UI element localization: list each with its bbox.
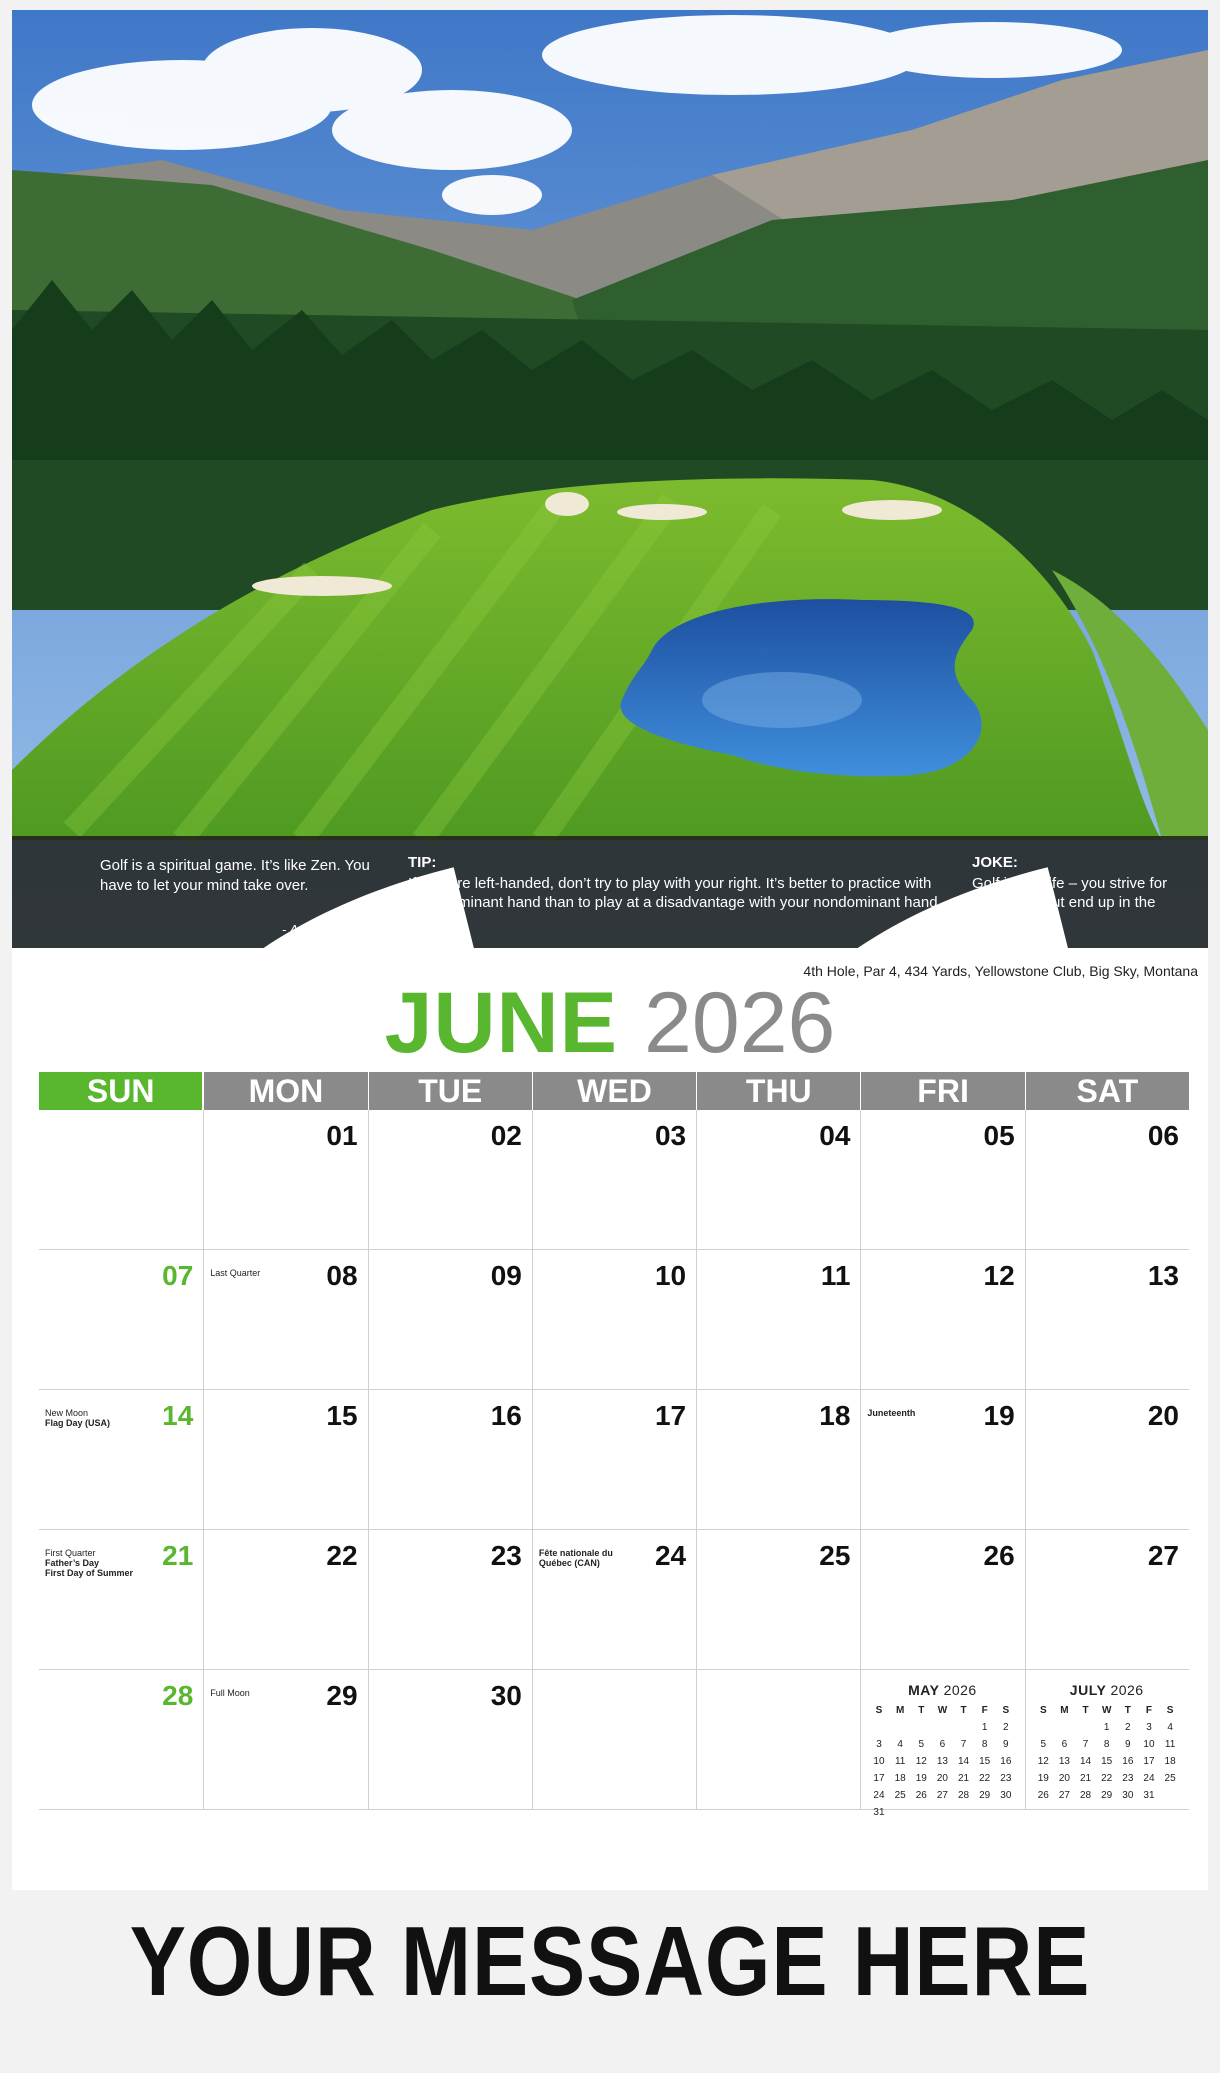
mini-weekday: M — [895, 1705, 905, 1716]
mini-day: 9 — [1003, 1739, 1009, 1750]
mini-day: 19 — [1037, 1773, 1049, 1784]
mini-weekday: T — [1124, 1705, 1131, 1716]
day-number: 24 — [654, 1540, 687, 1571]
weekday-wed: WED — [533, 1072, 696, 1110]
mini-calendar-grid — [868, 1702, 1016, 1821]
day-grid — [39, 1110, 1189, 1818]
day-cell — [203, 1390, 367, 1530]
mini-weekday: W — [937, 1705, 948, 1716]
day-number: 30 — [490, 1680, 522, 1711]
mini-day: 6 — [1061, 1739, 1068, 1750]
mini-year: 2026 — [943, 1682, 977, 1698]
mini-day: 8 — [981, 1739, 988, 1750]
mini-day — [1054, 1719, 1075, 1736]
mini-weekday: F — [981, 1705, 988, 1716]
mini-month: MAY — [908, 1682, 944, 1698]
mini-month: JULY — [1069, 1682, 1111, 1698]
moon-phase-note: Full Moon — [210, 1688, 250, 1698]
month-name: JUNE — [384, 975, 619, 1071]
day-note — [45, 1408, 110, 1428]
holiday-note: Québec (CAN) — [538, 1558, 600, 1568]
tips-banner — [12, 836, 1208, 948]
day-number: 04 — [819, 1120, 851, 1151]
mini-day — [932, 1719, 953, 1736]
tip-text: If you are left-handed, don’t try to play with your right. It’s better to practice with your dominant hand than to play at a disadvantage with your nondominant hand. — [408, 875, 942, 911]
day-cell — [1025, 1390, 1189, 1530]
day-note — [210, 1688, 250, 1698]
day-cell — [368, 1670, 532, 1810]
day-number: 13 — [1147, 1260, 1179, 1291]
mini-day: 30 — [1000, 1790, 1012, 1801]
mini-day: 27 — [936, 1790, 948, 1801]
day-number: 23 — [490, 1540, 522, 1571]
day-cell — [860, 1390, 1024, 1530]
day-cell — [1025, 1250, 1189, 1390]
holiday-note: Father’s Day — [45, 1558, 100, 1568]
mini-weekday: S — [1039, 1705, 1047, 1716]
mini-day: 6 — [939, 1739, 946, 1750]
mini-day: 20 — [1058, 1773, 1070, 1784]
day-cell — [1025, 1110, 1189, 1250]
day-number: 19 — [983, 1400, 1015, 1431]
mini-weekday: S — [1166, 1705, 1174, 1716]
calendar-page — [12, 10, 1208, 1890]
mini-day: 16 — [1000, 1756, 1012, 1767]
mini-day: 18 — [1164, 1756, 1176, 1767]
day-note — [45, 1548, 133, 1578]
mini-weekday: T — [1082, 1705, 1089, 1716]
day-note — [210, 1268, 260, 1278]
day-number: 27 — [1147, 1540, 1179, 1571]
empty-cell — [532, 1670, 696, 1810]
mini-day: 14 — [957, 1756, 970, 1767]
mini-day: 14 — [1079, 1756, 1092, 1767]
mini-day: 25 — [894, 1790, 906, 1801]
weekday-thu: THU — [697, 1072, 860, 1110]
day-number: 28 — [162, 1680, 194, 1711]
day-number: 25 — [819, 1540, 851, 1571]
day-number: 01 — [326, 1120, 358, 1151]
mini-day — [1075, 1719, 1096, 1736]
mini-day: 24 — [873, 1790, 885, 1801]
mini-day — [1033, 1719, 1054, 1736]
day-cell — [368, 1110, 532, 1250]
day-number: 26 — [983, 1540, 1015, 1571]
day-cell — [368, 1250, 532, 1390]
mini-day: 22 — [1101, 1773, 1113, 1784]
mini-day: 5 — [1040, 1739, 1047, 1750]
mini-day: 24 — [1143, 1773, 1155, 1784]
mini-day: 7 — [960, 1739, 967, 1750]
day-cell — [203, 1250, 367, 1390]
mini-day: 4 — [897, 1739, 903, 1750]
mini-day: 27 — [1058, 1790, 1070, 1801]
landscape-illustration — [12, 10, 1208, 948]
mini-day: 10 — [1143, 1739, 1155, 1750]
day-number: 29 — [326, 1680, 358, 1711]
day-cell — [860, 1250, 1024, 1390]
day-cell — [860, 1110, 1024, 1250]
day-cell — [203, 1110, 367, 1250]
mini-weekday: S — [875, 1705, 883, 1716]
day-cell — [203, 1670, 367, 1810]
mini-calendar-july — [1033, 1682, 1181, 1804]
mini-day: 9 — [1125, 1739, 1131, 1750]
mini-day: 11 — [894, 1756, 906, 1767]
day-cell — [203, 1530, 367, 1670]
holiday-note: First Day of Summer — [45, 1568, 134, 1578]
mini-day: 19 — [915, 1773, 927, 1784]
day-cell — [1025, 1530, 1189, 1670]
mini-day: 17 — [1143, 1756, 1155, 1767]
moon-phase-note: First Quarter — [45, 1548, 96, 1558]
day-number: 11 — [820, 1260, 851, 1291]
mini-day: 13 — [936, 1756, 948, 1767]
weekday-fri: FRI — [861, 1072, 1024, 1110]
day-number: 09 — [490, 1260, 522, 1291]
quote-text: Golf is a spiritual game. It’s like Zen. You have to let your mind take over. — [100, 857, 370, 894]
weekday-sat: SAT — [1026, 1072, 1189, 1110]
mini-day — [868, 1719, 889, 1736]
mini-day: 30 — [1122, 1790, 1134, 1801]
mini-weekday: T — [960, 1705, 967, 1716]
mini-day: 26 — [915, 1790, 927, 1801]
mini-day: 11 — [1164, 1739, 1176, 1750]
mini-day: 20 — [936, 1773, 948, 1784]
day-number: 10 — [654, 1260, 687, 1291]
moon-phase-note: New Moon — [45, 1408, 89, 1418]
day-number: 16 — [490, 1400, 522, 1431]
day-cell — [860, 1530, 1024, 1670]
day-cell — [696, 1390, 860, 1530]
day-number: 02 — [490, 1120, 522, 1151]
mini-day: 16 — [1122, 1756, 1134, 1767]
mini-day: 21 — [1079, 1773, 1092, 1784]
day-number: 22 — [326, 1540, 358, 1571]
mini-day: 12 — [915, 1756, 927, 1767]
day-cell — [696, 1530, 860, 1670]
mini-day: 2 — [1125, 1722, 1131, 1733]
mini-day: 23 — [1122, 1773, 1134, 1784]
day-number: 07 — [162, 1260, 194, 1291]
mini-day — [890, 1719, 911, 1736]
day-cell — [368, 1530, 532, 1670]
empty-cell — [696, 1670, 860, 1810]
weekday-sun: SUN — [39, 1072, 202, 1110]
mini-day: 23 — [1000, 1773, 1012, 1784]
empty-cell — [39, 1110, 203, 1250]
day-number: 08 — [326, 1260, 358, 1291]
month-heading — [12, 975, 1208, 1071]
mini-calendar-title — [868, 1682, 1016, 1698]
moon-phase-note: Last Quarter — [210, 1268, 261, 1278]
holiday-note: Flag Day (USA) — [45, 1418, 111, 1428]
photo-caption: 4th Hole, Par 4, 434 Yards, Yellowstone Club, Big Sky, Montana — [803, 963, 1198, 979]
mini-day: 1 — [1103, 1722, 1110, 1733]
mini-weekday: F — [1145, 1705, 1153, 1716]
mini-day: 18 — [894, 1773, 906, 1784]
golf-course-photo — [12, 10, 1208, 948]
mini-day: 17 — [873, 1773, 885, 1784]
mini-day: 5 — [918, 1739, 925, 1750]
mini-day: 4 — [1167, 1722, 1173, 1733]
day-number: 21 — [162, 1540, 194, 1571]
day-cell — [39, 1250, 203, 1390]
weekday-mon: MON — [204, 1072, 367, 1110]
mini-calendar-may — [868, 1682, 1016, 1821]
day-cell — [39, 1390, 203, 1530]
mini-day: 21 — [957, 1773, 970, 1784]
day-cell — [532, 1250, 696, 1390]
holiday-note: Juneteenth — [867, 1408, 916, 1418]
mini-day: 10 — [873, 1756, 885, 1767]
mini-day: 2 — [1003, 1722, 1009, 1733]
custom-message: YOUR MESSAGE HERE — [129, 1906, 1091, 2016]
day-cell — [532, 1530, 696, 1670]
mini-day: 28 — [957, 1790, 970, 1801]
day-cell — [532, 1390, 696, 1530]
mini-day: 29 — [1101, 1790, 1113, 1801]
mini-day: 31 — [1143, 1790, 1155, 1801]
mini-day: 3 — [876, 1739, 882, 1750]
day-number: 06 — [1147, 1120, 1179, 1151]
day-cell — [696, 1250, 860, 1390]
day-cell — [532, 1110, 696, 1250]
mini-day: 25 — [1164, 1773, 1176, 1784]
mini-day: 1 — [981, 1722, 988, 1733]
mini-day: 28 — [1079, 1790, 1092, 1801]
day-cell — [39, 1530, 203, 1670]
mini-day — [911, 1719, 932, 1736]
quote-author: - Amy Alcott — [282, 922, 352, 937]
mini-weekday: M — [1060, 1705, 1069, 1716]
day-number: 17 — [654, 1400, 687, 1431]
mini-day: 3 — [1146, 1722, 1152, 1733]
mini-weekday: W — [1101, 1705, 1112, 1716]
mini-day: 8 — [1103, 1739, 1110, 1750]
day-number: 14 — [162, 1400, 194, 1431]
mini-day: 22 — [979, 1773, 991, 1784]
mini-day: 7 — [1082, 1739, 1089, 1750]
joke-title: JOKE: — [972, 854, 1018, 871]
mini-year: 2026 — [1110, 1682, 1144, 1698]
day-cell — [696, 1110, 860, 1250]
day-number: 12 — [983, 1260, 1015, 1291]
day-cell — [368, 1390, 532, 1530]
joke-text: Golf is like life – you strive for the green, but end up in the hole. — [972, 875, 1168, 930]
mini-day: 15 — [1101, 1756, 1113, 1767]
mini-day: 12 — [1037, 1756, 1049, 1767]
mini-day: 31 — [873, 1807, 885, 1818]
day-note — [539, 1548, 613, 1568]
mini-weekday: T — [918, 1705, 925, 1716]
mini-calendar-grid — [1033, 1702, 1181, 1804]
weekday-tue: TUE — [369, 1072, 532, 1110]
day-number: 18 — [819, 1400, 851, 1431]
day-number: 05 — [983, 1120, 1015, 1151]
mini-day: 15 — [979, 1756, 991, 1767]
day-number: 03 — [654, 1120, 687, 1151]
mini-weekday: S — [1002, 1705, 1010, 1716]
day-note — [867, 1408, 915, 1418]
mini-day: 26 — [1037, 1790, 1049, 1801]
day-number: 15 — [326, 1400, 358, 1431]
mini-day: 29 — [979, 1790, 991, 1801]
mini-day: 13 — [1058, 1756, 1070, 1767]
weekday-header-row — [39, 1072, 1189, 1110]
holiday-note: Fête nationale du — [538, 1548, 613, 1558]
tip-title: TIP: — [408, 854, 437, 871]
day-cell — [39, 1670, 203, 1810]
month-year: 2026 — [644, 975, 836, 1071]
day-number: 20 — [1147, 1400, 1179, 1431]
mini-day — [953, 1719, 974, 1736]
mini-calendar-title — [1033, 1682, 1181, 1698]
